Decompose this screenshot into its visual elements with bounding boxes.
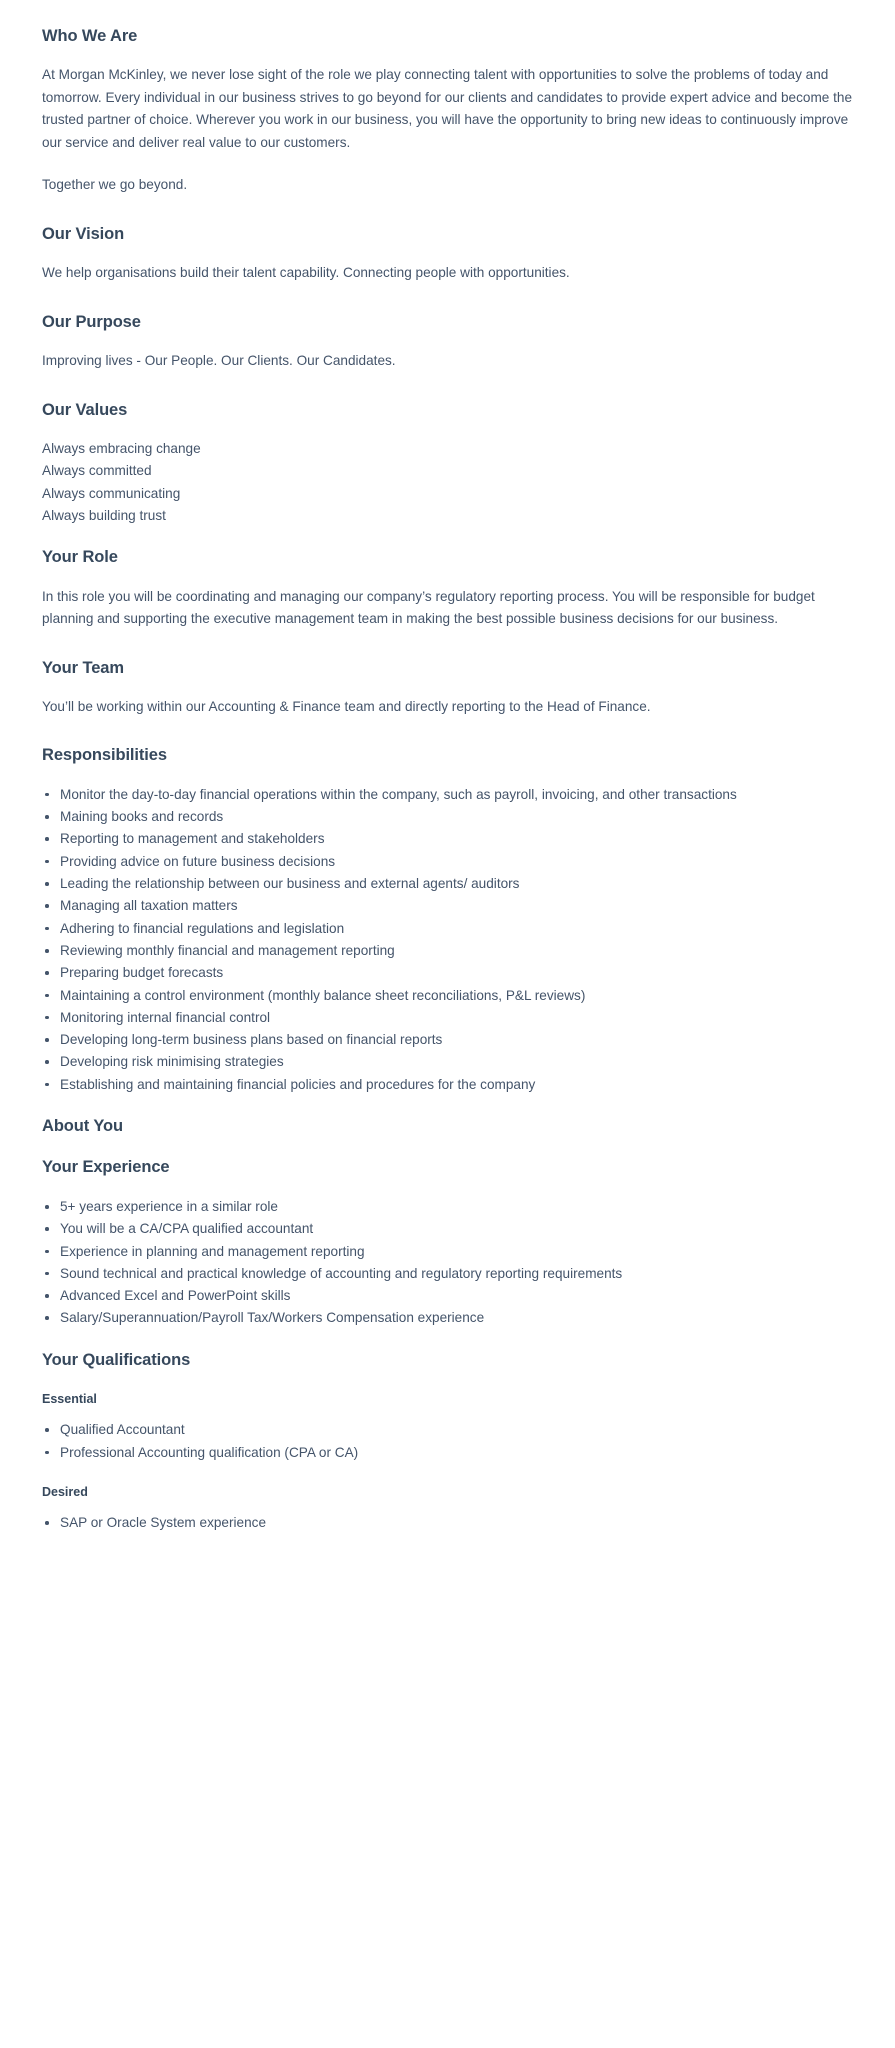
bullet-icon (45, 1083, 49, 1087)
list-item: Always committed (42, 463, 152, 479)
paragraph-our-purpose: Improving lives - Our People. Our Clients. Our Candidates. (42, 353, 396, 369)
list-our-values (42, 438, 853, 527)
heading-your-experience: Your Experience (42, 1158, 170, 1177)
list-item (42, 1307, 853, 1329)
list-item (42, 1074, 853, 1096)
subheading-desired: Desired (42, 1484, 88, 1499)
bullet-icon (45, 971, 49, 975)
bullet-icon (45, 882, 49, 886)
list-responsibilities (42, 784, 853, 1096)
list-item (42, 985, 853, 1007)
bullet-icon (45, 1272, 49, 1276)
list-item-label: Sound technical and practical knowledge of accounting and regulatory reporting requirements (60, 1265, 623, 1281)
bullet-icon (45, 837, 49, 841)
paragraph-our-vision: We help organisations build their talent capability. Connecting people with opportunities. (42, 265, 570, 281)
bullet-icon (45, 793, 49, 797)
list-item (42, 1196, 853, 1218)
bullet-icon (45, 860, 49, 864)
list-item (42, 806, 853, 828)
list-item-label: Monitoring internal financial control (60, 1009, 271, 1025)
list-item (42, 873, 853, 895)
list-item-label: Professional Accounting qualification (CPA or CA) (60, 1444, 359, 1460)
heading-your-role: Your Role (42, 548, 118, 567)
paragraph-your-team: You’ll be working within our Accounting & Finance team and directly reporting to the Head of Finance. (42, 698, 651, 714)
list-item: Always building trust (42, 507, 166, 523)
list-item-label: Maintaining a control environment (monthly balance sheet reconciliations, P&L reviews) (60, 987, 586, 1003)
bullet-icon (45, 949, 49, 953)
bullet-icon (45, 1316, 49, 1320)
list-item (42, 1263, 853, 1285)
tagline-together-we-go-beyond: Together we go beyond. (42, 177, 188, 193)
heading-about-you: About You (42, 1117, 123, 1136)
bullet-icon (45, 927, 49, 931)
list-item (42, 1007, 853, 1029)
list-item (42, 1512, 853, 1534)
heading-our-vision: Our Vision (42, 224, 125, 243)
list-item (42, 851, 853, 873)
list-item-label: 5+ years experience in a similar role (60, 1198, 278, 1214)
bullet-icon (45, 904, 49, 908)
list-item (42, 1051, 853, 1073)
list-item (42, 1285, 853, 1307)
heading-your-qualifications: Your Qualifications (42, 1350, 191, 1369)
heading-your-team: Your Team (42, 658, 124, 677)
bullet-icon (45, 1060, 49, 1064)
bullet-icon (45, 815, 49, 819)
list-item-label: Leading the relationship between our business and external agents/ auditors (60, 876, 520, 892)
bullet-icon (45, 1227, 49, 1231)
list-item-label: Developing long-term business plans based on financial reports (60, 1032, 443, 1048)
list-item-label: Reporting to management and stakeholders (60, 831, 325, 847)
list-item (42, 1241, 853, 1263)
list-item-label: Providing advice on future business decisions (60, 853, 336, 869)
list-item-label: Adhering to financial regulations and legislation (60, 920, 345, 936)
bullet-icon (45, 994, 49, 998)
list-item-label: Managing all taxation matters (60, 898, 238, 914)
list-item: Always embracing change (42, 441, 201, 457)
heading-our-values: Our Values (42, 400, 128, 419)
list-item (42, 1029, 853, 1051)
list-item (42, 940, 853, 962)
heading-responsibilities: Responsibilities (42, 746, 167, 765)
list-item-label: Reviewing monthly financial and management reporting (60, 942, 395, 958)
list-item-label: Experience in planning and management reporting (60, 1243, 365, 1259)
bullet-icon (45, 1250, 49, 1254)
list-item-label: Salary/Superannuation/Payroll Tax/Workers Compensation experience (60, 1310, 485, 1326)
list-item: Always communicating (42, 485, 181, 501)
bullet-icon (45, 1016, 49, 1020)
list-desired-qualifications (42, 1512, 853, 1534)
list-item (42, 895, 853, 917)
bullet-icon (45, 1521, 49, 1525)
list-your-experience (42, 1196, 853, 1330)
list-item-label: Establishing and maintaining financial policies and procedures for the company (60, 1076, 536, 1092)
bullet-icon (45, 1428, 49, 1432)
heading-our-purpose: Our Purpose (42, 312, 141, 331)
subheading-essential: Essential (42, 1392, 97, 1407)
list-item-label: Preparing budget forecasts (60, 965, 224, 981)
list-item (42, 962, 853, 984)
bullet-icon (45, 1205, 49, 1209)
list-item-label: Monitor the day-to-day financial operations within the company, such as payroll, invoicing, and other transactions (60, 786, 737, 802)
list-item-label: Qualified Accountant (60, 1422, 185, 1438)
list-item-label: You will be a CA/CPA qualified accountant (60, 1221, 314, 1237)
paragraph-who-we-are: At Morgan McKinley, we never lose sight of the role we play connecting talent with opportunities to solve the problems of today and tomorrow. Every individual in our business strives to go beyond for our clients and candidates to provide expert advice and become the trusted partner of choice. Wherever you work in our business, you will have the opportunity to bring new ideas to continuously improve our service and deliver real value to our customers. (42, 67, 853, 150)
bullet-icon (45, 1038, 49, 1042)
list-item-label: Maining books and records (60, 809, 224, 825)
bullet-icon (45, 1294, 49, 1298)
bullet-icon (45, 1451, 49, 1455)
paragraph-your-role: In this role you will be coordinating and managing our company’s regulatory reporting process. You will be responsible for budget planning and supporting the executive management team in making the best possible business decisions for our business. (42, 588, 815, 626)
list-item-label: Advanced Excel and PowerPoint skills (60, 1288, 291, 1304)
list-item (42, 918, 853, 940)
list-item (42, 784, 853, 806)
list-essential-qualifications (42, 1419, 853, 1464)
list-item (42, 828, 853, 850)
list-item-label: Developing risk minimising strategies (60, 1054, 284, 1070)
list-item (42, 1419, 853, 1441)
list-item-label: SAP or Oracle System experience (60, 1515, 267, 1531)
list-item (42, 1442, 853, 1464)
top-spacer (42, 0, 853, 26)
list-item (42, 1218, 853, 1240)
heading-who-we-are: Who We Are (42, 27, 138, 45)
